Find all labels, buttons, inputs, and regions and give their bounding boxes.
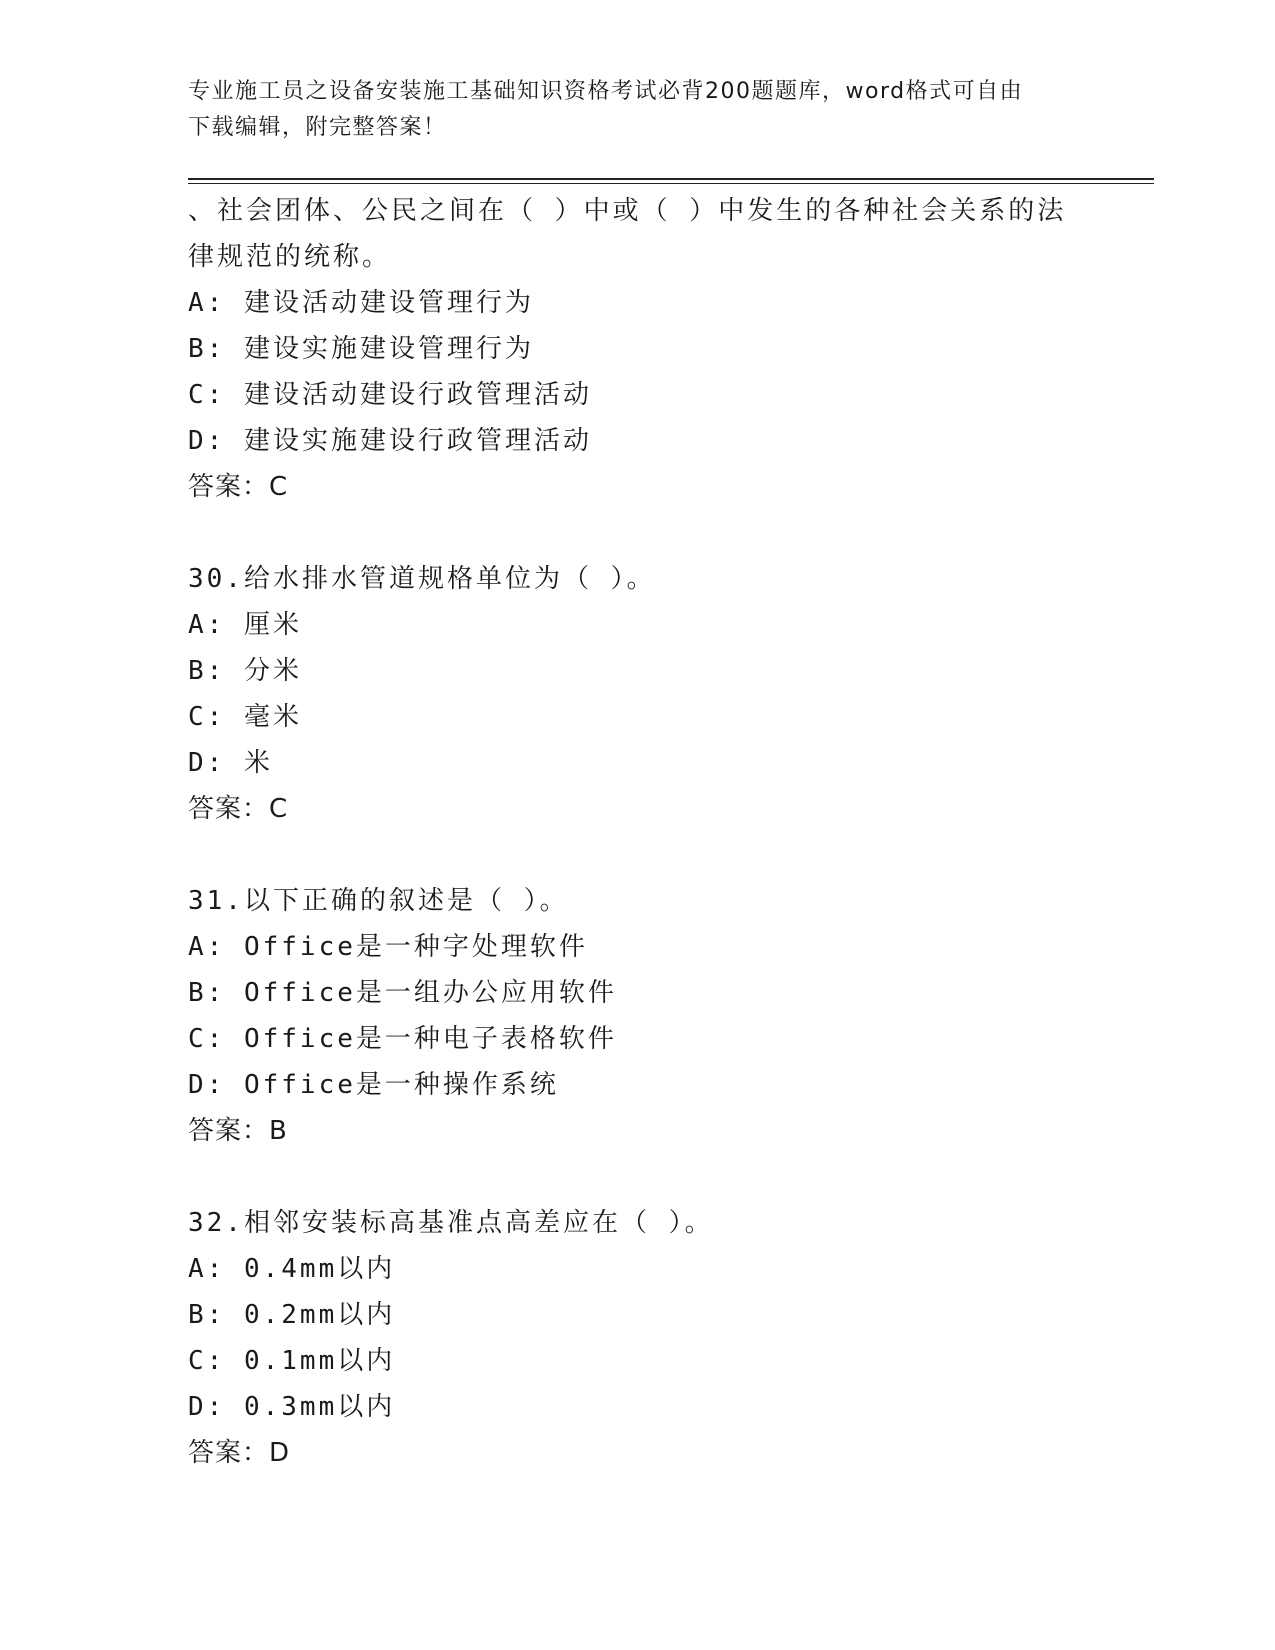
answer-line: 答案：D [188, 1438, 291, 1468]
option-a: A: 厘米 [188, 610, 302, 640]
option-d: D: 米 [188, 748, 273, 778]
answer-line: 答案：C [188, 794, 289, 824]
question-30 [188, 556, 1088, 832]
option-b: B: Office是一组办公应用软件 [188, 978, 617, 1008]
question-list [188, 188, 1088, 1476]
header-divider-thick [188, 178, 1154, 180]
answer-line: 答案：B [188, 1116, 288, 1146]
question-spacer [188, 510, 1088, 556]
question-32 [188, 1200, 1088, 1476]
question-stem-line: 律规范的统称。 [188, 242, 392, 272]
document-header-note [188, 74, 1068, 146]
option-d: D: Office是一种操作系统 [188, 1070, 559, 1100]
option-a: A: 0.4mm以内 [188, 1254, 396, 1284]
option-c: C: 毫米 [188, 702, 302, 732]
question-stem: 31.以下正确的叙述是（ ）。 [188, 886, 569, 916]
option-d: D: 建设实施建设行政管理活动 [188, 426, 592, 456]
option-c: C: 0.1mm以内 [188, 1346, 396, 1376]
option-b: B: 0.2mm以内 [188, 1300, 396, 1330]
option-a: A: Office是一种字处理软件 [188, 932, 588, 962]
option-b: B: 建设实施建设管理行为 [188, 334, 534, 364]
question-stem-line: 、社会团体、公民之间在（ ）中或（ ）中发生的各种社会关系的法 [188, 196, 1067, 226]
header-line-2: 下载编辑，附完整答案！ [188, 115, 447, 140]
option-b: B: 分米 [188, 656, 302, 686]
option-d: D: 0.3mm以内 [188, 1392, 396, 1422]
question-spacer [188, 1154, 1088, 1200]
header-line-1: 专业施工员之设备安装施工基础知识资格考试必背200题题库，word格式可自由 [188, 79, 1024, 104]
header-divider-thin [188, 183, 1154, 184]
answer-line: 答案：C [188, 472, 289, 502]
question-stem: 32.相邻安装标高基准点高差应在（ ）。 [188, 1208, 714, 1238]
option-a: A: 建设活动建设管理行为 [188, 288, 534, 318]
question-31 [188, 878, 1088, 1154]
question-stem: 30.给水排水管道规格单位为（ ）。 [188, 564, 656, 594]
question-continued [188, 188, 1088, 510]
option-c: C: 建设活动建设行政管理活动 [188, 380, 592, 410]
question-spacer [188, 832, 1088, 878]
option-c: C: Office是一种电子表格软件 [188, 1024, 617, 1054]
